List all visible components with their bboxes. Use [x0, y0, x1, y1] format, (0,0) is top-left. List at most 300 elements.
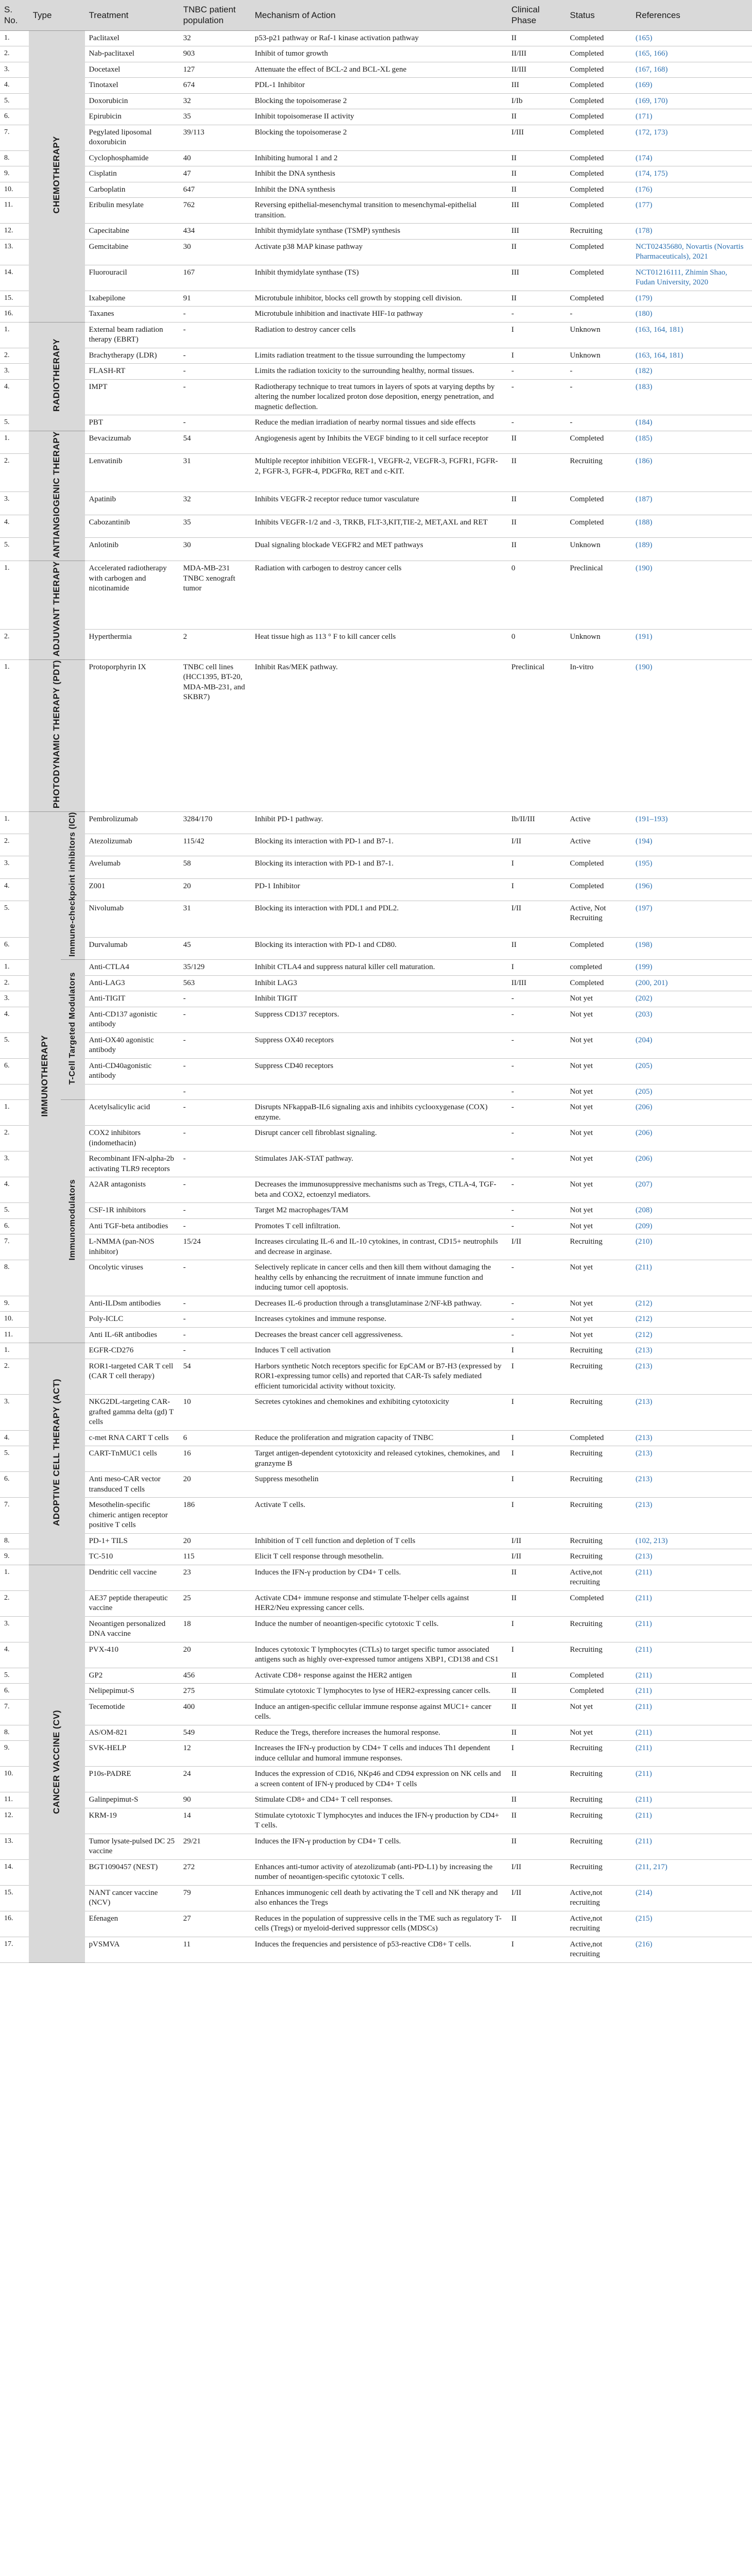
cell-population: 30 [179, 239, 251, 265]
cell-sno: 2. [0, 975, 29, 991]
cell-sno: 16. [0, 307, 29, 323]
table-row [0, 1767, 752, 1792]
cell-phase: III [507, 198, 566, 224]
table-row [0, 1084, 752, 1100]
cell-sno: 3. [0, 1151, 29, 1177]
cell-sno [0, 1084, 29, 1100]
cell-status: Not yet [566, 1007, 631, 1032]
cell-phase: II [507, 1834, 566, 1859]
table-row [0, 1859, 752, 1885]
cell-treatment: AE37 peptide therapeutic vaccine [85, 1590, 179, 1616]
cell-phase: II [507, 182, 566, 198]
table-row [0, 1359, 752, 1395]
cell-sno: 2. [0, 630, 29, 660]
cell-status: Recruiting [566, 1808, 631, 1834]
cell-population: 20 [179, 1533, 251, 1549]
cell-status: Unknown [566, 538, 631, 561]
cell-population: 35 [179, 109, 251, 125]
cell-status: Completed [566, 878, 631, 901]
table-row [0, 1312, 752, 1328]
cell-mechanism: Induces the frequencies and persistence of p53-reactive CD8+ T cells. [251, 1937, 507, 1962]
table-row [0, 1343, 752, 1359]
cell-references: (178) [631, 224, 752, 240]
cell-phase: I/III [507, 125, 566, 150]
cell-status: Not yet [566, 1725, 631, 1741]
cell-phase: Ib/II/III [507, 811, 566, 834]
cell-mechanism: Activate T cells. [251, 1498, 507, 1534]
cell-sno: 1. [0, 659, 29, 811]
cell-references: (171) [631, 109, 752, 125]
cell-treatment: KRM-19 [85, 1808, 179, 1834]
cell-sno: 1. [0, 1565, 29, 1590]
cell-references: (180) [631, 307, 752, 323]
cell-mechanism: Radiation with carbogen to destroy cancer cells [251, 561, 507, 630]
cell-mechanism: Microtubule inhibitor, blocks cell growth by stopping cell division. [251, 291, 507, 307]
cell-sno: 17. [0, 1937, 29, 1962]
cell-references: (205) [631, 1058, 752, 1084]
cell-status: Recruiting [566, 1533, 631, 1549]
cell-sno: 2. [0, 834, 29, 856]
cell-references: (209) [631, 1218, 752, 1234]
type-group-cell [29, 431, 85, 561]
table-row [0, 1058, 752, 1084]
cell-references: (214) [631, 1885, 752, 1911]
cell-sno: 6. [0, 937, 29, 959]
cell-mechanism: Blocking its interaction with PD-1 and CD80. [251, 937, 507, 959]
cell-treatment: SVK-HELP [85, 1741, 179, 1767]
cell-status: Completed [566, 975, 631, 991]
cell-treatment: Anti-CD40agonistic antibody [85, 1058, 179, 1084]
cell-treatment: Dendritic cell vaccine [85, 1565, 179, 1590]
cell-mechanism: Heat tissue high as 113 ° F to kill cancer cells [251, 630, 507, 660]
cell-references: (163, 164, 181) [631, 322, 752, 348]
cell-population: 903 [179, 46, 251, 62]
cell-references: (206) [631, 1151, 752, 1177]
cell-population: 186 [179, 1498, 251, 1534]
cell-mechanism: Blocking its interaction with PD-1 and B7-1. [251, 856, 507, 878]
cell-sno: 1. [0, 1100, 29, 1126]
cell-sno: 5. [0, 415, 29, 431]
cell-treatment: IMPT [85, 379, 179, 415]
cell-references: (167, 168) [631, 62, 752, 78]
cell-mechanism: Reduces in the population of suppressive cells in the TME such as regulatory T-cells (Tregs) or myeloid-derived suppressor cells (MDSCs) [251, 1911, 507, 1937]
cell-status: Active, Not Recruiting [566, 901, 631, 937]
table-row [0, 1327, 752, 1343]
cell-phase: - [507, 1126, 566, 1151]
table-row [0, 1296, 752, 1312]
cell-status: Not yet [566, 1260, 631, 1296]
cell-references: (184) [631, 415, 752, 431]
table-row [0, 1937, 752, 1962]
cell-phase: I [507, 1937, 566, 1962]
cell-status: Not yet [566, 1032, 631, 1058]
cell-mechanism: Radiotherapy technique to treat tumors in layers of spots at varying depths by altering the number localized proton dose deposition, energy penetration, and magnetic deflection. [251, 379, 507, 415]
cell-population: 32 [179, 93, 251, 109]
cell-status: Active [566, 811, 631, 834]
type-group-cell [29, 1343, 85, 1565]
table-header-row [0, 0, 752, 30]
cell-population: 11 [179, 1937, 251, 1962]
cell-status: Recruiting [566, 1642, 631, 1668]
cell-sno: 6. [0, 1472, 29, 1498]
cell-sno: 3. [0, 62, 29, 78]
table-row [0, 1741, 752, 1767]
cell-population: 549 [179, 1725, 251, 1741]
cell-status: - [566, 364, 631, 380]
cell-mechanism: Enhances immunogenic cell death by activating the T cell and NK therapy and also enhances the Tregs [251, 1885, 507, 1911]
type-group-cell [29, 322, 85, 431]
cell-status: - [566, 379, 631, 415]
cell-population: 45 [179, 937, 251, 959]
cell-phase: - [507, 1100, 566, 1126]
cell-population: 6 [179, 1430, 251, 1446]
cell-sno: 1. [0, 30, 29, 46]
table-row [0, 1549, 752, 1565]
cell-references: (211) [631, 1616, 752, 1642]
cell-status: Unknown [566, 348, 631, 364]
cell-mechanism: Harbors synthetic Notch receptors specific for EpCAM or B7-H3 (expressed by ROR1-expressing tumor cells) and reported that CAR-Ts safely mediated efficient tumoricidal activity without toxicity. [251, 1359, 507, 1395]
cell-mechanism: Microtubule inhibition and inactivate HIF-1α pathway [251, 307, 507, 323]
cell-population: 3284/170 [179, 811, 251, 834]
cell-references: (174) [631, 150, 752, 166]
cell-phase: II [507, 150, 566, 166]
table-row [0, 431, 752, 454]
cell-treatment: Epirubicin [85, 109, 179, 125]
cell-treatment: Cabozantinib [85, 515, 179, 538]
cell-mechanism [251, 1084, 507, 1100]
cell-sno: 8. [0, 1725, 29, 1741]
cell-references: (203) [631, 1007, 752, 1032]
header-status: Status [566, 0, 631, 30]
cell-phase: I/Ib [507, 93, 566, 109]
cell-population: 10 [179, 1395, 251, 1431]
cell-sno: 2. [0, 348, 29, 364]
cell-status: Completed [566, 125, 631, 150]
cell-references: (182) [631, 364, 752, 380]
cell-sno: 9. [0, 1741, 29, 1767]
cell-population: - [179, 379, 251, 415]
cell-treatment: PD-1+ TILS [85, 1533, 179, 1549]
cell-references: (211) [631, 1684, 752, 1700]
cell-mechanism: Stimulate CD8+ and CD4+ T cell responses. [251, 1792, 507, 1808]
cell-sno: 4. [0, 1177, 29, 1203]
cell-sno: 5. [0, 1032, 29, 1058]
cell-references: (169, 170) [631, 93, 752, 109]
cell-population: 674 [179, 78, 251, 94]
cell-phase: II [507, 1792, 566, 1808]
cell-references: (211, 217) [631, 1859, 752, 1885]
cell-mechanism: Suppress CD137 receptors. [251, 1007, 507, 1032]
cell-mechanism: Inhibit PD-1 pathway. [251, 811, 507, 834]
cell-sno: 2. [0, 454, 29, 492]
cell-population: - [179, 1260, 251, 1296]
cell-mechanism: p53-p21 pathway or Raf-1 kinase activation pathway [251, 30, 507, 46]
cell-sno: 3. [0, 991, 29, 1007]
cell-status: Recruiting [566, 1446, 631, 1472]
cell-phase: I/II [507, 1859, 566, 1885]
table-row [0, 492, 752, 515]
cell-treatment: Anti meso-CAR vector transduced T cells [85, 1472, 179, 1498]
cell-population: 58 [179, 856, 251, 878]
cell-phase: I [507, 1642, 566, 1668]
cell-status: Active [566, 834, 631, 856]
cell-phase: II [507, 538, 566, 561]
cell-mechanism: Increases circulating IL-6 and IL-10 cytokines, in contrast, CD15+ neutrophils and decrease in arginase. [251, 1234, 507, 1260]
header-type: Type [29, 0, 85, 30]
table-row [0, 1911, 752, 1937]
cell-status: Not yet [566, 1126, 631, 1151]
cell-sno: 3. [0, 364, 29, 380]
cell-population: 32 [179, 492, 251, 515]
cell-status: Not yet [566, 1100, 631, 1126]
type-group-cell [29, 1565, 85, 1962]
cell-mechanism: Inhibit TIGIT [251, 991, 507, 1007]
subtype-group-cell [61, 1100, 84, 1343]
cell-status: Completed [566, 1684, 631, 1700]
cell-treatment: Anti IL-6R antibodies [85, 1327, 179, 1343]
cell-treatment: Anti-CTLA4 [85, 960, 179, 976]
cell-sno: 9. [0, 166, 29, 182]
cell-population: 434 [179, 224, 251, 240]
type-group-cell-label: IMMUNOTHERAPY [39, 1035, 49, 1117]
cell-treatment: Pegylated liposomal doxorubicin [85, 125, 179, 150]
cell-phase: I/II [507, 901, 566, 937]
cell-references: (211) [631, 1725, 752, 1741]
cell-phase: I/II [507, 1533, 566, 1549]
cell-treatment: Taxanes [85, 307, 179, 323]
table-row [0, 1446, 752, 1472]
cell-mechanism: Suppress OX40 receptors [251, 1032, 507, 1058]
table-row [0, 307, 752, 323]
table-row [0, 561, 752, 630]
cell-population: TNBC cell lines (HCC1395, BT-20, MDA-MB-231, and SKBR7) [179, 659, 251, 811]
cell-status: Completed [566, 1430, 631, 1446]
cell-references: (189) [631, 538, 752, 561]
table-row [0, 125, 752, 150]
cell-treatment: External beam radiation therapy (EBRT) [85, 322, 179, 348]
cell-status: Active,not recruiting [566, 1885, 631, 1911]
cell-status: Completed [566, 30, 631, 46]
cell-references: (211) [631, 1260, 752, 1296]
cell-phase: I [507, 1359, 566, 1395]
header-references: References [631, 0, 752, 30]
cell-sno: 1. [0, 322, 29, 348]
cell-sno: 1. [0, 811, 29, 834]
table-row [0, 224, 752, 240]
cell-mechanism: PDL-1 Inhibitor [251, 78, 507, 94]
cell-phase: - [507, 1203, 566, 1219]
cell-phase: - [507, 1327, 566, 1343]
cell-population: - [179, 1296, 251, 1312]
cell-status: In-vitro [566, 659, 631, 811]
table-row [0, 1395, 752, 1431]
cell-sno: 2. [0, 1126, 29, 1151]
cell-mechanism: Secretes cytokines and chemokines and exhibiting cytotoxicity [251, 1395, 507, 1431]
cell-treatment: Anti-ILDsm antibodies [85, 1296, 179, 1312]
cell-references: (211) [631, 1565, 752, 1590]
cell-references: (211) [631, 1792, 752, 1808]
cell-phase: II [507, 1565, 566, 1590]
cell-treatment: PBT [85, 415, 179, 431]
cell-status: completed [566, 960, 631, 976]
table-row [0, 1834, 752, 1859]
table-row [0, 454, 752, 492]
cell-references: (188) [631, 515, 752, 538]
cell-status: - [566, 307, 631, 323]
cell-references: (213) [631, 1549, 752, 1565]
cell-status: Completed [566, 856, 631, 878]
cell-mechanism: Inhibits VEGFR-2 receptor reduce tumor vasculature [251, 492, 507, 515]
table-row [0, 1177, 752, 1203]
cell-phase: - [507, 364, 566, 380]
cell-mechanism: Selectively replicate in cancer cells and then kill them without damaging the healthy cells by enhancing the recruitment of innate immune function and inducing tumor cell apoptosis. [251, 1260, 507, 1296]
cell-phase: II [507, 515, 566, 538]
table-row [0, 901, 752, 937]
cell-references: (200, 201) [631, 975, 752, 991]
cell-status: Recruiting [566, 1395, 631, 1431]
cell-sno: 6. [0, 1684, 29, 1700]
cell-mechanism: Elicit T cell response through mesothelin. [251, 1549, 507, 1565]
header-sno: S. No. [0, 0, 29, 30]
subtype-group-cell-label: Immunomodulators [67, 1179, 77, 1261]
cell-sno: 3. [0, 1616, 29, 1642]
cell-phase: II [507, 1590, 566, 1616]
cell-status: Completed [566, 492, 631, 515]
type-group-cell [29, 30, 85, 322]
cell-phase: II [507, 937, 566, 959]
cell-mechanism: Blocking the topoisomerase 2 [251, 93, 507, 109]
cell-references: (186) [631, 454, 752, 492]
subtype-group-cell [61, 960, 84, 1100]
table-row [0, 1808, 752, 1834]
cell-references: (211) [631, 1699, 752, 1725]
cell-phase: III [507, 224, 566, 240]
cell-sno: 6. [0, 1058, 29, 1084]
cell-mechanism: Increases the IFN-γ production by CD4+ T cells and induces Th1 dependent induce cellular and humoral immune responses. [251, 1741, 507, 1767]
cell-mechanism: Inhibits VEGFR-1/2 and -3, TRKB, FLT-3,KIT,TIE-2, MET,AXL and RET [251, 515, 507, 538]
cell-mechanism: Target antigen-dependent cytotoxicity and released cytokines, chemokines, and granzyme B [251, 1446, 507, 1472]
cell-mechanism: Blocking its interaction with PD-1 and B7-1. [251, 834, 507, 856]
cell-phase: - [507, 1312, 566, 1328]
cell-status: Not yet [566, 1084, 631, 1100]
cell-status: Recruiting [566, 1834, 631, 1859]
cell-phase: - [507, 379, 566, 415]
cell-references: (165, 166) [631, 46, 752, 62]
cell-phase: I [507, 878, 566, 901]
cell-references: (190) [631, 659, 752, 811]
cell-population: - [179, 1058, 251, 1084]
table-row [0, 856, 752, 878]
cell-treatment: GP2 [85, 1668, 179, 1684]
cell-population: 54 [179, 431, 251, 454]
cell-population: - [179, 991, 251, 1007]
cell-sno: 15. [0, 1885, 29, 1911]
table-row [0, 30, 752, 46]
table-row [0, 811, 752, 834]
cell-phase: I [507, 322, 566, 348]
cell-mechanism: Suppress CD40 receptors [251, 1058, 507, 1084]
cell-status: Recruiting [566, 1859, 631, 1885]
cell-sno: 10. [0, 1312, 29, 1328]
cell-phase: - [507, 1007, 566, 1032]
cell-status: Recruiting [566, 1792, 631, 1808]
header-phase: Clinical Phase [507, 0, 566, 30]
cell-phase: - [507, 1084, 566, 1100]
cell-treatment: pVSMVA [85, 1937, 179, 1962]
cell-treatment: Anti TGF-beta antibodies [85, 1218, 179, 1234]
cell-references: (213) [631, 1343, 752, 1359]
table-row [0, 348, 752, 364]
cell-status: Completed [566, 1668, 631, 1684]
table-row [0, 1590, 752, 1616]
cell-sno: 11. [0, 1792, 29, 1808]
cell-mechanism: Inhibit CTLA4 and suppress natural killer cell maturation. [251, 960, 507, 976]
table-row [0, 1260, 752, 1296]
cell-population: - [179, 1312, 251, 1328]
cell-status: Completed [566, 239, 631, 265]
cell-sno: 8. [0, 1533, 29, 1549]
cell-treatment: Mesothelin-specific chimeric antigen receptor positive T cells [85, 1498, 179, 1534]
cell-references: (213) [631, 1359, 752, 1395]
cell-status: Completed [566, 291, 631, 307]
cell-references: (191) [631, 630, 752, 660]
cell-status: Completed [566, 93, 631, 109]
cell-sno: 5. [0, 901, 29, 937]
cell-treatment: Apatinib [85, 492, 179, 515]
cell-population: 90 [179, 1792, 251, 1808]
cell-population: 79 [179, 1885, 251, 1911]
cell-treatment: Gemcitabine [85, 239, 179, 265]
cell-phase: - [507, 1260, 566, 1296]
cell-mechanism: Inhibit topoisomerase II activity [251, 109, 507, 125]
cell-sno: 4. [0, 515, 29, 538]
cell-population: 400 [179, 1699, 251, 1725]
cell-status: Not yet [566, 1327, 631, 1343]
cell-status: Recruiting [566, 224, 631, 240]
cell-status: Recruiting [566, 1234, 631, 1260]
cell-status: Recruiting [566, 1741, 631, 1767]
cell-phase: I [507, 1343, 566, 1359]
cell-population: 47 [179, 166, 251, 182]
cell-status: Recruiting [566, 1616, 631, 1642]
cell-population: - [179, 348, 251, 364]
cell-phase: II [507, 166, 566, 182]
header-mechanism: Mechanism of Action [251, 0, 507, 30]
cell-status: Active,not recruiting [566, 1937, 631, 1962]
cell-mechanism: Disrupt cancer cell fibroblast signaling. [251, 1126, 507, 1151]
type-group-cell-label: RADIOTHERAPY [52, 338, 62, 412]
table-row [0, 1498, 752, 1534]
cell-phase: - [507, 991, 566, 1007]
cell-population: - [179, 1084, 251, 1100]
cell-phase: II/III [507, 975, 566, 991]
cell-treatment: Anti-CD137 agonistic antibody [85, 1007, 179, 1032]
cell-sno: 13. [0, 1834, 29, 1859]
cell-status: Completed [566, 198, 631, 224]
cell-treatment: CSF-1R inhibitors [85, 1203, 179, 1219]
cell-population: - [179, 1343, 251, 1359]
cell-status: Not yet [566, 1312, 631, 1328]
cell-phase: II [507, 492, 566, 515]
table-row [0, 182, 752, 198]
table-row [0, 1032, 752, 1058]
table-row [0, 1668, 752, 1684]
type-group-cell-label: ADOPTIVE CELL THERAPY (ACT) [52, 1379, 62, 1527]
cell-phase: I [507, 1741, 566, 1767]
cell-treatment: Pembrolizumab [85, 811, 179, 834]
cell-sno: 5. [0, 1203, 29, 1219]
cell-phase: I/II [507, 1885, 566, 1911]
